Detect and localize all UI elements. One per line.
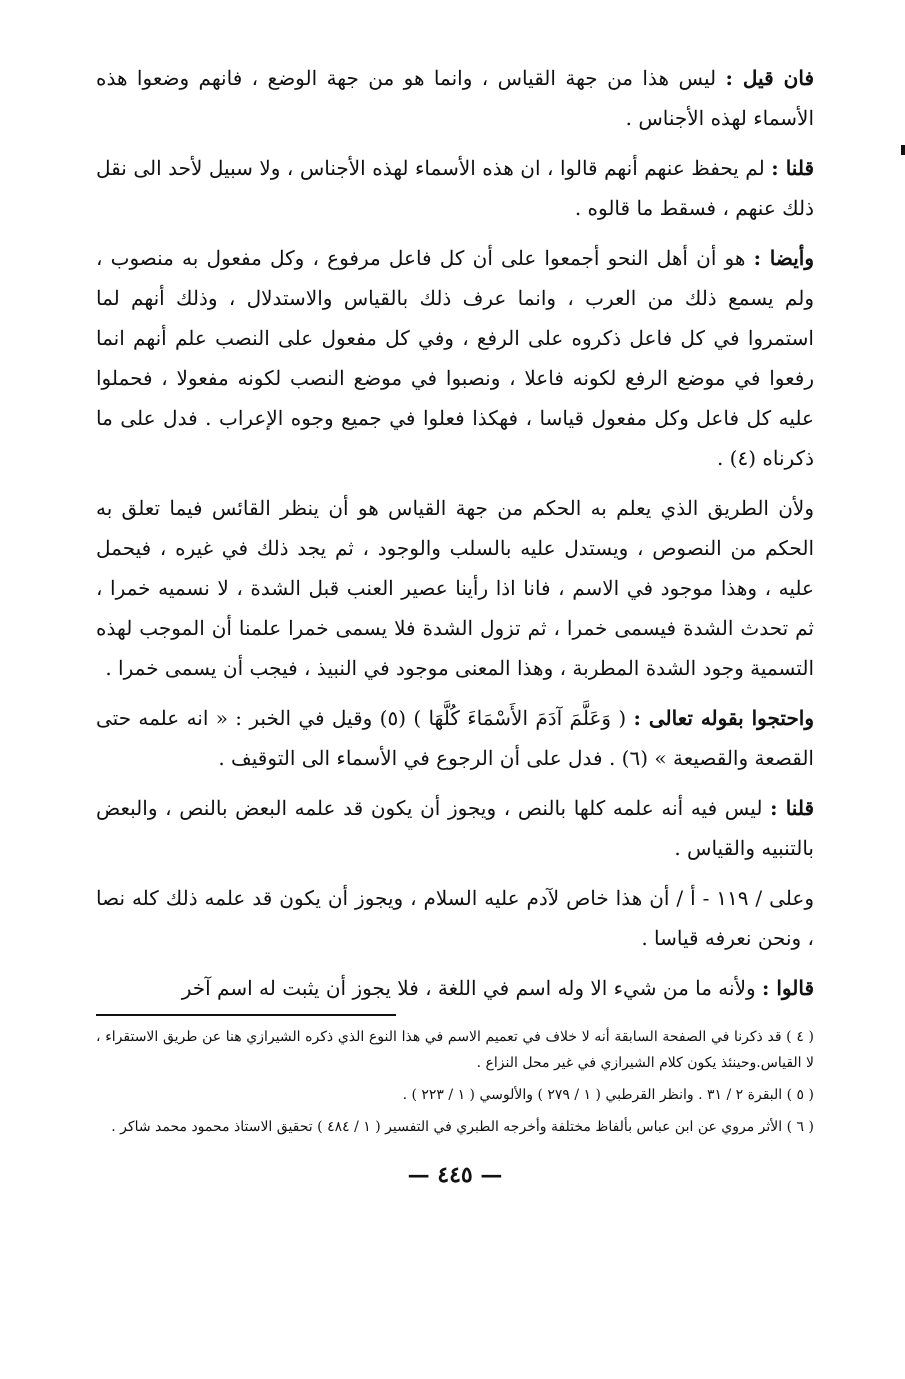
page-number: — ٤٤٥ — (407, 1162, 503, 1188)
body-text (96, 58, 814, 138)
paragraph-text: وعلى / ١١٩ - أ / أن هذا خاص لآدم عليه السلام ، ويجوز أن يكون قد علمه ذلك كله نصا ، ونحن نعرفه قياسا . (96, 886, 814, 950)
paragraph-lead: واحتجوا بقوله تعالى : (633, 706, 815, 730)
margin-mark (901, 145, 905, 155)
paragraph-text: ولأنه ما من شيء الا وله اسم في اللغة ، فلا يجوز أن يثبت له اسم آخر (181, 976, 763, 1000)
body-text-7 (96, 878, 814, 958)
body-text-2 (96, 148, 814, 228)
paragraph (96, 148, 814, 228)
body-text-6 (96, 788, 814, 868)
paragraph (96, 488, 814, 688)
paragraph-text: ليس فيه أنه علمه كلها بالنص ، ويجوز أن يكون قد علمه البعض بالنص ، والبعض بالتنبيه والقياس . (96, 796, 814, 860)
paragraph (96, 698, 814, 778)
body-text-3 (96, 238, 814, 478)
footnote: ( ٦ ) الأثر مروي عن ابن عباس بألفاظ مختلفة وأخرجه الطبري في التفسير ( ١ / ٤٨٤ ) تحقيق الاستاذ محمود محمد شاكر . (111, 1119, 814, 1135)
body-text-5 (96, 698, 814, 778)
paragraph-lead: قلنا : (770, 796, 815, 820)
paragraph-lead: قالوا : (762, 976, 814, 1000)
body-text-4 (96, 488, 814, 688)
footnotes (96, 1024, 814, 1140)
paragraph (96, 58, 814, 138)
paragraph-lead: فان قيل : (725, 66, 815, 90)
paragraph (96, 238, 814, 478)
paragraph-text: هو أن أهل النحو أجمعوا على أن كل فاعل مرفوع ، وكل مفعول به منصوب ، ولم يسمع ذلك من العرب ، وانما عرف ذلك بالقياس والاستدلال ، وذلك أنهم لما استمروا في كل فاعل ذكروه على الرفع ، وفي كل مفعول على النصب علم أنهم انما رفعوا في موضع الرفع لكونه فاعلا ، ونصبوا في موضع النصب لكونه مفعولا ، فحملوا عليه كل فاعل وكل مفعول قياسا ، فهكذا فعلوا في جميع وجوه الإعراب . فدل على ما ذكرناه (٤) . (96, 246, 814, 470)
paragraph-text: ولأن الطريق الذي يعلم به الحكم من جهة القياس هو أن ينظر القائس فيما تعلق به الحكم من النصوص ، ويستدل عليه بالسلب والوجود ، ثم يجد ذلك في غيره ، فيحمل عليه ، وهذا موجود في الاسم ، فانا اذا رأينا عصير العنب قبل الشدة ، لا نسميه خمرا ، ثم تحدث الشدة فيسمى خمرا ، ثم تزول الشدة فلا يسمى خمرا علمنا أن الموجب لهذه التسمية وجود الشدة المطربة ، وهذا المعنى موجود في النبيذ ، فيجب أن يسمى خمرا . (96, 496, 814, 680)
footnote-separator (96, 1014, 396, 1016)
paragraph-text: ( وَعَلَّمَ آدَمَ الأَسْمَاءَ كُلَّهَا ) (٥) وقيل في الخبر : « انه علمه حتى القصعة والقصيعة » (٦) . فدل على أن الرجوع في الأسماء الى التوقيف . (96, 706, 814, 770)
paragraph-text: ليس هذا من جهة القياس ، وانما هو من جهة الوضع ، فانهم وضعوا هذه الأسماء لهذه الأجناس . (96, 66, 814, 130)
footnote: ( ٤ ) قد ذكرنا في الصفحة السابقة أنه لا خلاف في تعميم الاسم في هذا النوع الذي ذكره الشيرازي هنا عن طريق الاستقراء ، لا القياس.وحينئذ يكون كلام الشيرازي في غير محل النزاع . (96, 1029, 814, 1071)
body-text-8 (96, 968, 814, 1008)
paragraph-lead: وأيضا : (753, 246, 814, 270)
footnote: ( ٥ ) البقرة ٢ / ٣١ . وانظر القرطبي ( ١ / ٢٧٩ ) والألوسي ( ١ / ٢٢٣ ) . (402, 1087, 814, 1103)
paragraph (96, 968, 814, 1008)
paragraph-text: لم يحفظ عنهم أنهم قالوا ، ان هذه الأسماء لهذه الأجناس ، ولا سبيل لأحد الى نقل ذلك عنهم ، فسقط ما قالوه . (96, 156, 814, 220)
page-content (96, 58, 814, 1188)
paragraph (96, 878, 814, 958)
paragraph-lead: قلنا : (771, 156, 815, 180)
paragraph (96, 788, 814, 868)
